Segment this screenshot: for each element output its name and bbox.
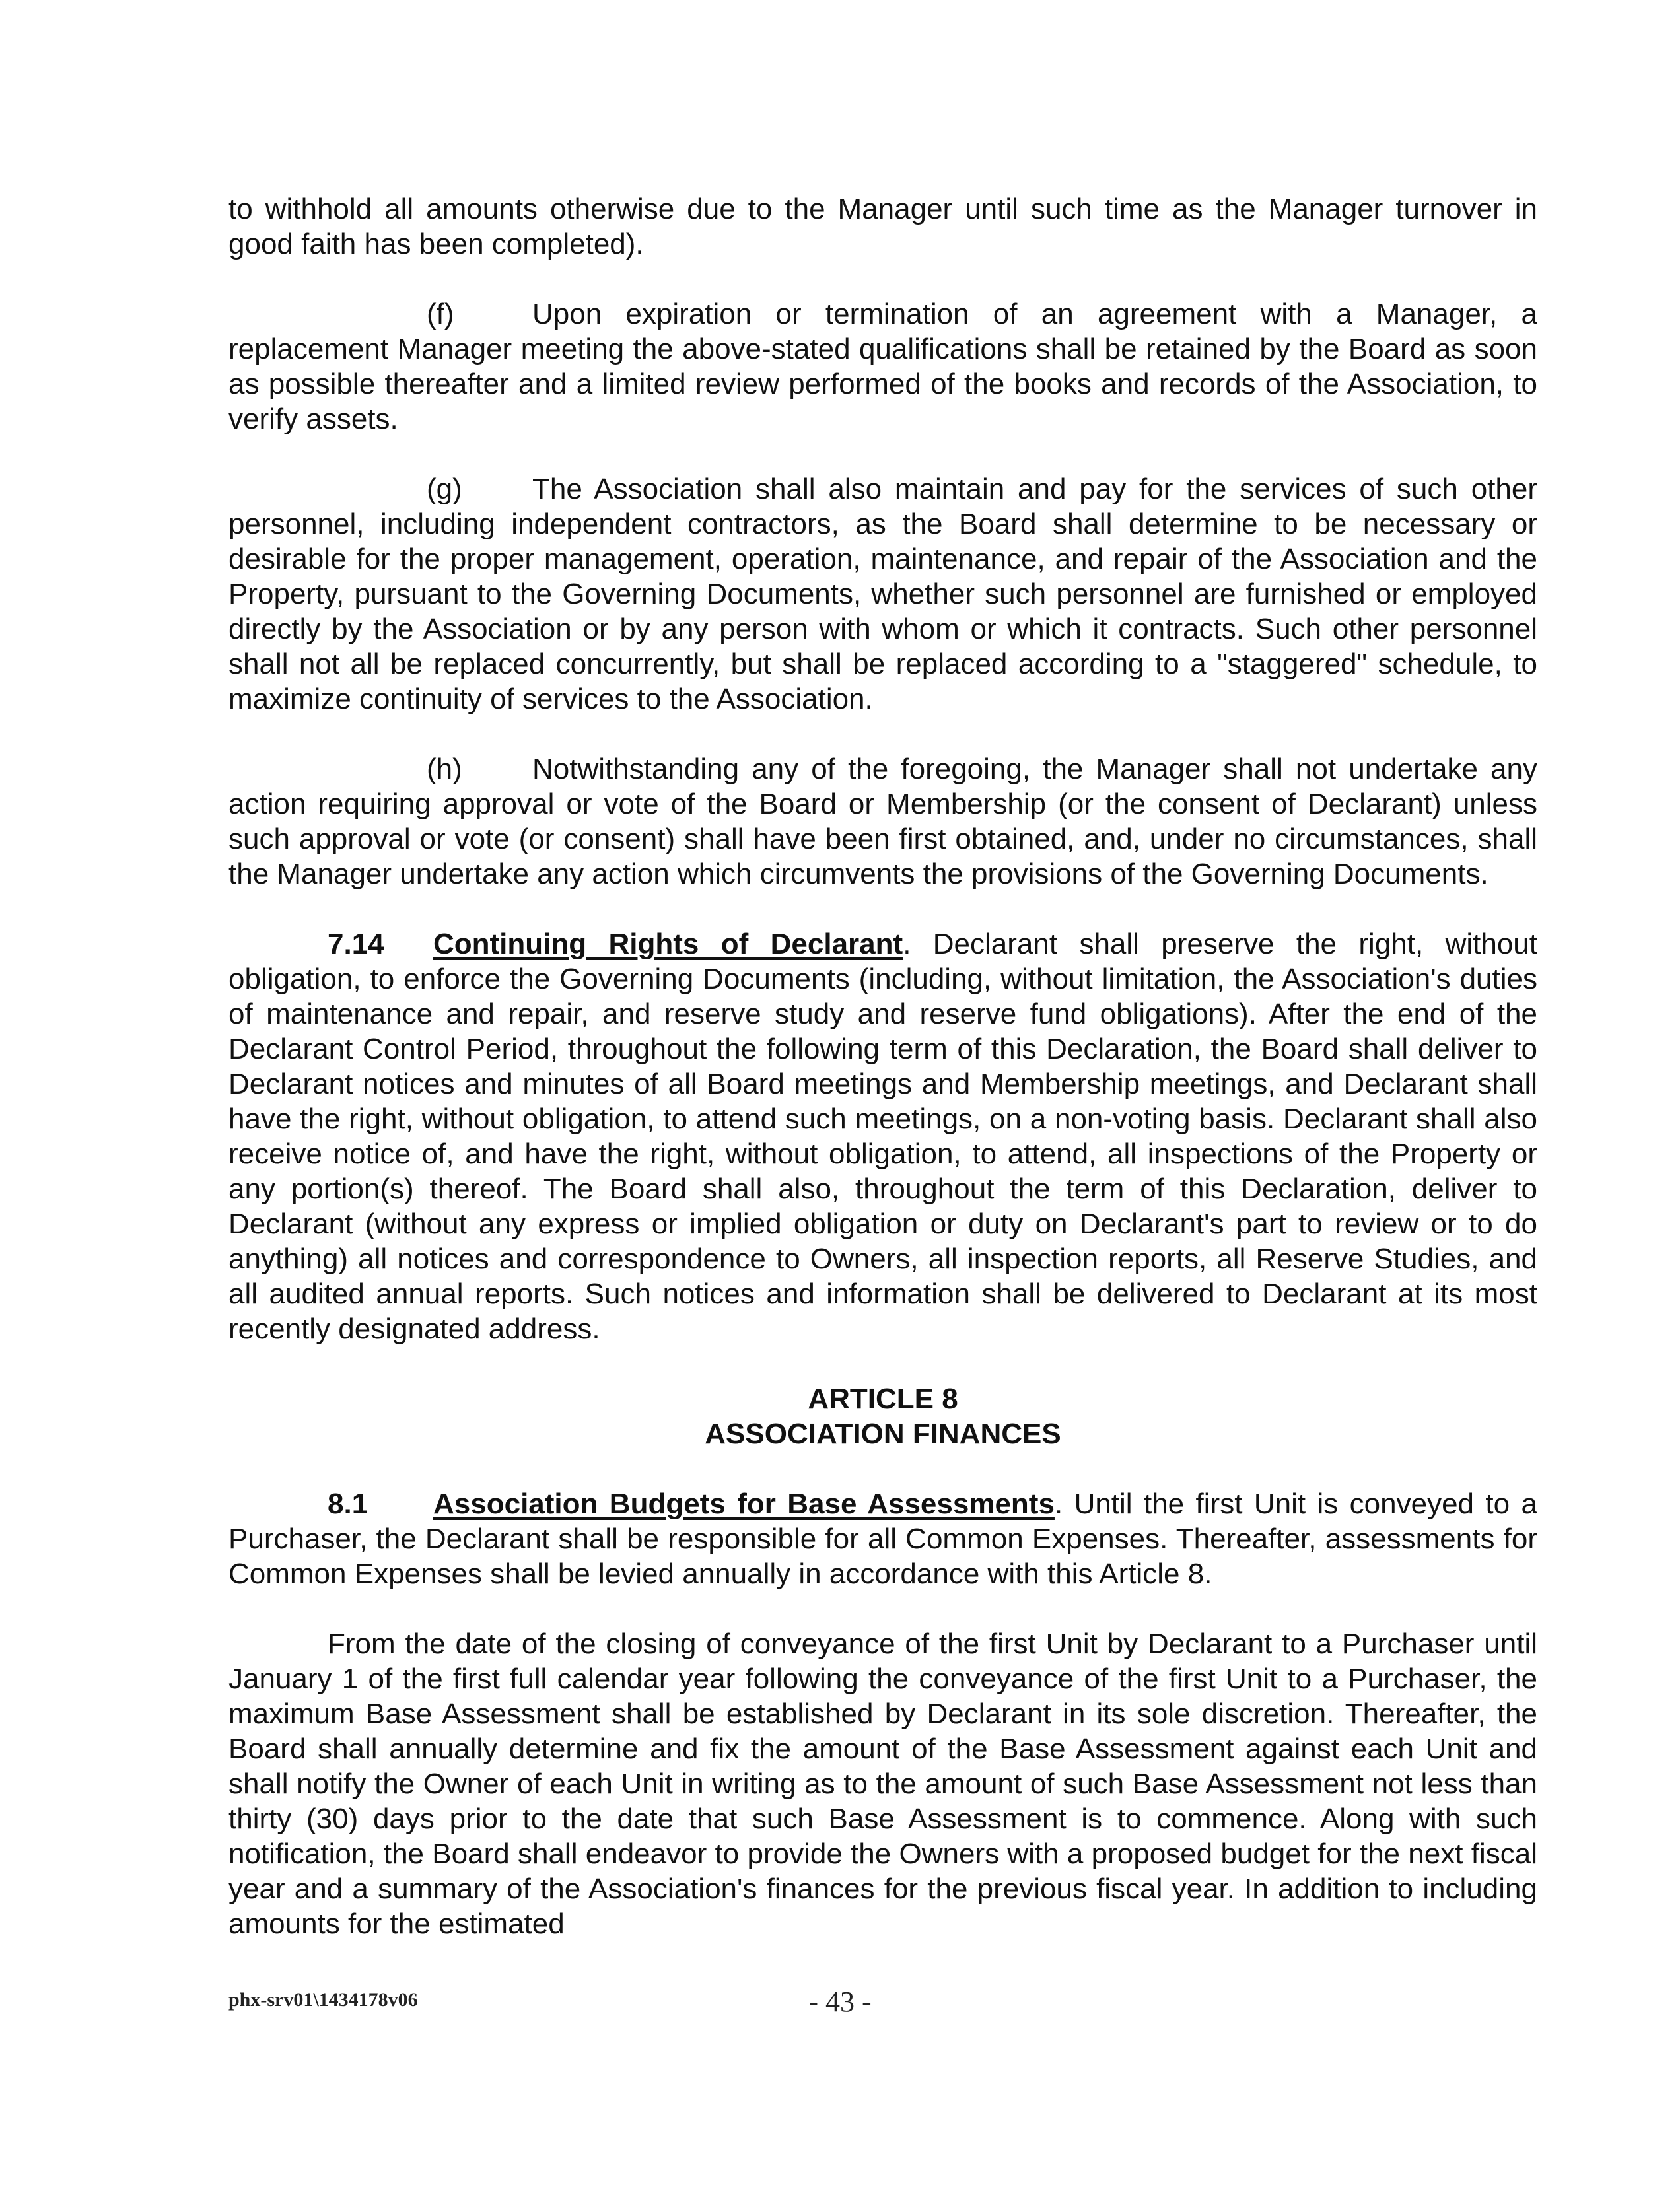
- clause-marker-f: (f): [427, 298, 454, 330]
- document-page: [228, 191, 1537, 1941]
- paragraph-h: [228, 751, 1537, 891]
- section-text-8-1: . Until the first Unit is conveyed to a Purchaser, the Declarant shall be responsible for all Common Expenses. Thereafter, assessments for Common Expenses shall be levied annually in accordance with this Article 8.: [228, 1488, 1537, 1590]
- clause-marker-h: (h): [427, 753, 462, 785]
- article-heading: [228, 1381, 1537, 1451]
- page-number: - 43 -: [808, 1986, 872, 2018]
- section-title-7-14: Continuing Rights of Declarant: [433, 928, 903, 960]
- clause-text-h: Notwithstanding any of the foregoing, the Manager shall not undertake any action requiring approval or vote of the Board or Membership (or the consent of Declarant) unless such approval or vote (or consent) shall have been first obtained, and, under no circumstances, shall the Manager undertake any action which circumvents the provisions of the Governing Documents.: [228, 753, 1537, 890]
- clause-text-f: Upon expiration or termination of an agreement with a Manager, a replacement Manager meeting the above-stated qualifications shall be retained by the Board as soon as possible thereafter and a limited review performed of the books and records of the Association, to verify assets.: [228, 298, 1537, 435]
- paragraph-f: [228, 296, 1537, 436]
- clause-marker-g: (g): [427, 473, 462, 505]
- paragraph-from-date: From the date of the closing of conveyance of the first Unit by Declarant to a Purchaser until January 1 of the first full calendar year following the conveyance of the first Unit to a Purchaser, the maximum Base Assessment shall be established by Declarant in its sole discretion. Thereafter, the Board shall annually determine and fix the amount of the Base Assessment against each Unit and shall notify the Owner of each Unit in writing as to the amount of such Base Assessment not less than thirty (30) days prior to the date that such Base Assessment is to commence. Along with such notification, the Board shall endeavor to provide the Owners with a proposed budget for the next fiscal year and a summary of the Association's finances for the previous fiscal year. In addition to including amounts for the estimated: [228, 1628, 1537, 1940]
- section-7-14: [228, 926, 1537, 1346]
- section-number-7-14: 7.14: [328, 928, 384, 960]
- paragraph-continuation: to withhold all amounts otherwise due to the Manager until such time as the Manager turnover in good faith has been completed).: [228, 193, 1537, 260]
- paragraph-g: [228, 471, 1537, 716]
- clause-text-g: The Association shall also maintain and pay for the services of such other personnel, including independent contractors, as the Board shall determine to be necessary or desirable for the proper management, operation, maintenance, and repair of the Association and the Property, pursuant to the Governing Documents, whether such personnel are furnished or employed directly by the Association or by any person with whom or which it contracts. Such other personnel shall not all be replaced concurrently, but shall be replaced according to a "staggered" schedule, to maximize continuity of services to the Association.: [228, 473, 1537, 715]
- article-number: ARTICLE 8: [808, 1383, 958, 1415]
- section-number-8-1: 8.1: [328, 1488, 368, 1520]
- section-title-8-1: Association Budgets for Base Assessments: [433, 1488, 1055, 1520]
- section-8-1: [228, 1486, 1537, 1591]
- section-text-7-14: . Declarant shall preserve the right, without obligation, to enforce the Governing Documents (including, without limitation, the Association's duties of maintenance and repair, and reserve study and reserve fund obligations). After the end of the Declarant Control Period, throughout the following term of this Declaration, the Board shall deliver to Declarant notices and minutes of all Board meetings and Membership meetings, and Declarant shall have the right, without obligation, to attend such meetings, on a non-voting basis. Declarant shall also receive notice of, and have the right, without obligation, to attend, all inspections of the Property or any portion(s) thereof. The Board shall also, throughout the term of this Declaration, deliver to Declarant (without any express or implied obligation or duty on Declarant's part to review or to do anything) all notices and correspondence to Owners, all inspection reports, all Reserve Studies, and all audited annual reports. Such notices and information shall be delivered to Declarant at its most recently designated address.: [228, 928, 1537, 1345]
- article-title: ASSOCIATION FINANCES: [705, 1418, 1061, 1450]
- document-id: phx-srv01\1434178v06: [228, 1989, 418, 2011]
